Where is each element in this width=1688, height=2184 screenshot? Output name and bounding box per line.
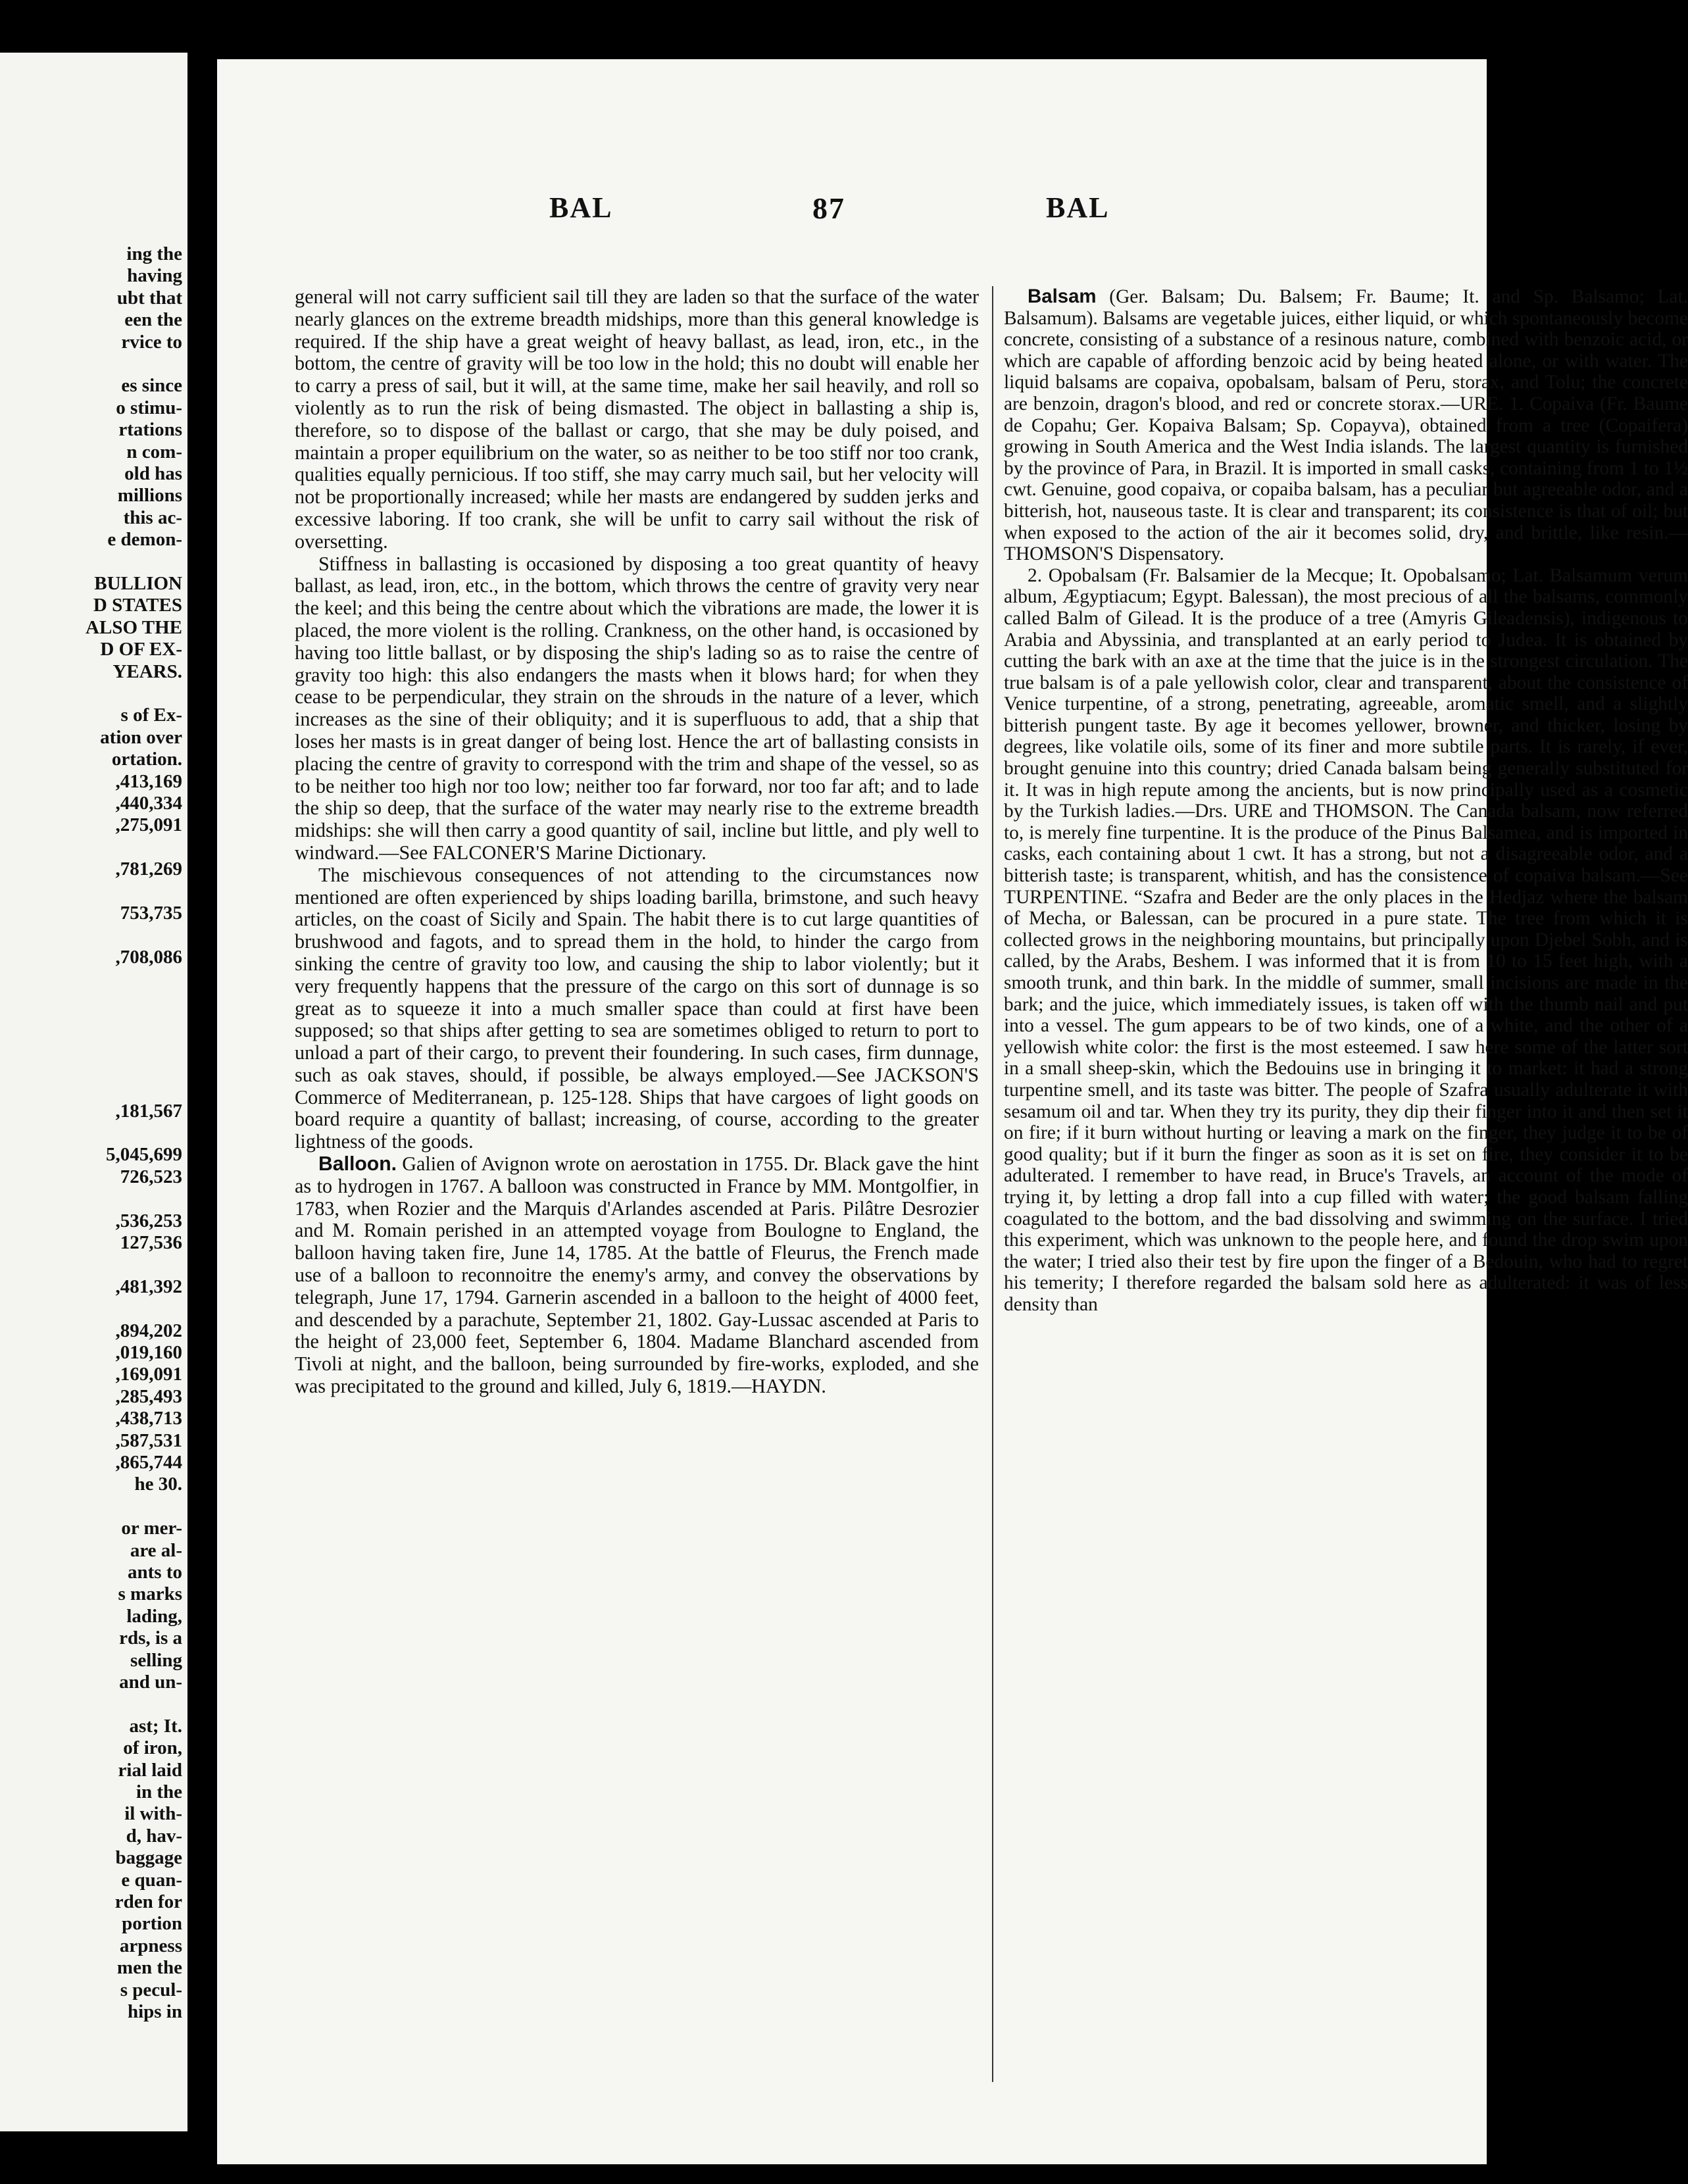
left-fragment-line: rden for [114, 1891, 182, 1912]
balloon-text: Galien of Avignon wrote on aerostation in 1755. Dr. Black gave the hint as to hydrogen in 1767. A balloon was constructed in France by MM. Montgolfier, in 1783, when Rozier and the Marquis d'Arlandes ascended at Paris. Pilâtre Desrozier and M. Romain perished in an attempted voyage from Boulogne to England, the balloon having taken fire, June 14, 1785. At the battle of Fleurus, the French made use of a balloon to reconnoitre the enemy's army, and convey the observations by telegraph, June 17, 1794. Garnerin ascended in a balloon to the height of 4000 feet, and descended by a parachute, September 21, 1802. Gay-Lussac ascended at Paris to the height of 23,000 feet, September 6, 1804. Madame Blanchard ascended from Tivoli at night, and the balloon, being surrounded by fire-works, exploded, and she was precipitated to the ground and killed, July 6, 1819.—HAYDN. [295, 1153, 979, 1398]
left-fragment-line: ,894,202 [115, 1320, 182, 1341]
left-fragment-line: men the [116, 1957, 182, 1979]
left-fragment-line: ,019,160 [115, 1342, 182, 1363]
left-fragment-line: ,275,091 [115, 814, 182, 836]
ballast-paragraph-2: Stiffness in ballasting is occasioned by disposing a too great quantity of heavy ballast, as lead, iron, etc., in the bottom, which throws the centre of gravity very near the keel; and this being the centre about which the vibrations are made, the lower it is placed, the more violent is the rolling. Crankness, on the other hand, is occasioned by having too little ballast, or by disposing the ship's lading so as to raise the centre of gravity too high: this also endangers the masts when it blows hard; for when they cease to be perpendicular, they strain on the shrouds in the nature of a lever, which increases as the sine of their obliquity; and it is superfluous to add, that a ship that loses her masts is in great danger of being lost. Hence the art of ballasting consists in placing the centre of gravity to correspond with the trim and shape of the vessel, so as to be neither too high nor too low; neither too far forward, nor too far aft; and to lade the ship so deep, that the surface of the water may nearly rise to the extreme breadth midships: she will then carry a good quantity of sail, incline but little, and ply well to windward.—See FALCONER'S Marine Dictionary. [295, 552, 979, 864]
left-fragment-line: n com- [126, 441, 182, 462]
left-fragment-line: 5,045,699 [106, 1144, 182, 1166]
dictionary-page [217, 59, 1688, 2164]
left-fragment-line: or mer- [121, 1518, 182, 1539]
running-head-left: BAL [549, 191, 613, 224]
left-fragment-line: selling [130, 1649, 182, 1671]
left-fragment-line: of iron, [123, 1737, 182, 1759]
balloon-entry [295, 1153, 979, 1398]
ballast-paragraph-1: general will not carry sufficient sail till they are laden so that the surface of the water nearly glances on the extreme breadth midships, more than this general knowledge is required. If the ship have a great weight of heavy ballast, as lead, iron, etc., in the bottom, the centre of gravity will be too low in the hold; this no doubt will enable her to carry a press of sail, but it will, at the same time, make her sail heavily, and roll so violently as to run the risk of being dismasted. The object in ballasting a ship is, therefore, so to dispose of the ballast or cargo, that she may be duly poised, and maintain a proper equilibrium on the water, so as neither to be too stiff nor too crank, qualities equally pernicious. If too stiff, she may carry much sail, but her velocity will not be proportionally increased; while her masts are endangered by sudden jerks and excessive laboring. If too crank, she will be unfit to carry sail without the risk of oversetting. [295, 285, 979, 553]
left-fragment-line: ing the [126, 243, 182, 264]
left-fragment-line: he 30. [134, 1474, 182, 1495]
left-fragment-line: arpness [119, 1935, 182, 1956]
left-fragment-line: rial laid [118, 1759, 182, 1781]
balloon-headword: Balloon. [318, 1153, 397, 1176]
left-fragment-line: lading, [126, 1605, 182, 1627]
left-fragment-line: rds, is a [119, 1627, 182, 1649]
left-fragment-line: old has [124, 463, 182, 484]
left-fragment-line: hips in [127, 2001, 182, 2022]
left-fragment-line: il with- [124, 1803, 182, 1825]
left-fragment-line: een the [124, 309, 182, 331]
left-fragment-line: s of Ex- [120, 705, 182, 726]
left-fragment-line: ,708,086 [115, 946, 182, 968]
left-fragment-line: BULLION [94, 573, 182, 594]
balsam-text: (Ger. Balsam; Du. Balsem; Fr. Baume; It. and Sp. Balsamo; Lat. Balsamum). Balsams are vegetable juices, either liquid, or which spontaneously become concrete, consisting of a substance of a resinous nature, combined with benzoic acid, or which are capable of affording benzoic acid by being heated alone, or with water. The liquid balsams are copaiva, opobalsam, balsam of Peru, storax, and Tolu; the concrete are benzoin, dragon's blood, and red or concrete storax.—URE. 1. Copaiva (Fr. Baume de Copahu; Ger. Kopaiva Balsam; Sp. Copayva), obtained from a tree (Copaifera) growing in South America and the West India islands. The largest quantity is furnished by the province of Para, in Brazil. It is imported in small casks, containing from 1 to 1½ cwt. Genuine, good copaiva, or copaiba balsam, has a peculiar but agreeable odor, and a bitterish, hot, nauseous taste. It is clear and transparent; its consistence is that of oil; but when exposed to the action of the air it becomes solid, dry, and brittle, like resin.—THOMSON'S Dispensatory. [1004, 286, 1688, 565]
left-fragment-line: D OF EX- [100, 639, 182, 660]
column-right [1004, 286, 1688, 1316]
left-fragment-line: and un- [119, 1672, 182, 1693]
left-fragment-line: ,587,531 [115, 1429, 182, 1451]
left-fragment-line: 726,523 [120, 1166, 182, 1187]
left-fragment-line: are al- [130, 1539, 182, 1561]
left-fragment-line: ation over [100, 726, 182, 748]
left-fragment-line: ortation. [111, 749, 182, 770]
left-fragment-line: 753,735 [120, 903, 182, 924]
left-fragment-line: D STATES [93, 595, 182, 616]
left-fragment-line: ,781,269 [115, 858, 182, 880]
column-left [295, 286, 979, 1398]
left-fragment-line: ,181,567 [115, 1100, 182, 1122]
left-fragment-line: s marks [118, 1583, 182, 1605]
balsam-entry [1004, 286, 1688, 565]
left-fragment-line: ,438,713 [115, 1408, 182, 1429]
left-fragment-line: ,413,169 [115, 770, 182, 792]
left-fragment-line: s pecul- [120, 1979, 182, 2000]
balsam-headword: Balsam [1028, 285, 1097, 307]
left-fragment-line: ALSO THE [86, 616, 182, 638]
left-fragment-line: e quan- [121, 1869, 182, 1891]
left-fragment-line: ast; It. [129, 1715, 182, 1737]
left-fragment-line: ants to [128, 1562, 182, 1583]
left-fragment-line: ,536,253 [115, 1210, 182, 1231]
left-fragment-line: es since [121, 375, 182, 397]
column-divider [992, 286, 993, 2082]
left-fragment-line: 127,536 [120, 1232, 182, 1253]
left-fragment-line: ,481,392 [115, 1276, 182, 1297]
left-fragment-line: millions [117, 485, 182, 507]
left-fragment-line: rvice to [121, 331, 182, 353]
opobalsam-paragraph: 2. Opobalsam (Fr. Balsamier de la Mecque; It. Opobalsamo; Lat. Balsamum verum album, Ægyptiacum; Egypt. Balessan), the most precious of all the balsams, commonly called Balm of Gilead. It is the produce of a tree (Amyris Gileadensis), indigenous to Arabia and Abyssinia, and transplanted at an early period to Judea. It is obtained by cutting the bark with an axe at the time that the juice is in the strongest circulation. The true balsam is of a pale yellowish color, clear and transparent, about the consistence of Venice turpentine, of a strong, penetrating, agreeable, aromatic smell, and a slightly bitterish pungent taste. By age it becomes yellower, browner, and thicker, losing by degrees, like volatile oils, some of its finer and more subtile parts. It is rarely, if ever, brought genuine into this country; dried Canada balsam being generally substituted for it. It was in high repute among the ancients, but is now principally used as a cosmetic by the Turkish ladies.—Drs. URE and THOMSON. The Canada balsam, now referred to, is merely fine turpentine. It is the produce of the Pinus Balsamea, and is imported in casks, each containing about 1 cwt. It has a strong, but not a disagreeable odor, and a bitterish taste; is transparent, whitish, and has the consistence of copaiva balsam.—See TURPENTINE. “Szafra and Beder are the only places in the Hedjaz where the balsam of Mecha, or Balessan, can be procured in a pure state. The tree from which it is collected grows in the neighboring mountains, but principally upon Djebel Sobh, and is called, by the Arabs, Beshem. I was informed that it is from 10 to 15 feet high, with a smooth trunk, and thin bark. In the middle of summer, small incisions are made in the bark; and the juice, which immediately issues, is taken off with the thumb nail and put into a vessel. The gum appears to be of two kinds, one of a white, and the other of a yellowish white color: the first is the most esteemed. I saw here some of the latter sort in a small sheep-skin, which the Bedouins use in bringing it to market: it had a strong turpentine smell, and its taste was bitter. The people of Szafra usually adulterate it with sesamum oil and tar. When they try its purity, they dip their finger into it and then set it on fire; if it burn without hurting or leaving a mark on the finger, they judge it to be of good quality; but if it burn the finger as soon as it is set on fire, they consider it to be adulterated. I remember to have read, in Bruce's Travels, an account of the mode of trying it, by letting a drop fall into a cup filled with water; the good balsam falling coagulated to the bottom, and the bad dissolving and swimming on the surface. I tried this experiment, which was unknown to the people here, and found the drop swim upon the water; I tried also their test by fire upon the finger of a Bedouin, who had to regret his temerity; I therefore regarded the balsam sold here as adulterated: it was of less density than [1004, 564, 1688, 1315]
left-fragment-line: ,440,334 [115, 793, 182, 814]
left-fragment-line: ,285,493 [115, 1385, 182, 1407]
page-number: 87 [812, 191, 845, 225]
left-fragment-line: in the [136, 1781, 182, 1802]
left-fragment-line: ,865,744 [115, 1452, 182, 1473]
running-head-right: BAL [1046, 191, 1110, 224]
left-fragment-line: ubt that [116, 287, 182, 309]
left-fragment-line: rtations [118, 419, 182, 441]
left-fragment-line: d, hav- [126, 1825, 182, 1847]
left-page-fragment [0, 53, 187, 2131]
left-fragment-line: e demon- [107, 529, 182, 551]
left-fragment-line: baggage [115, 1847, 182, 1869]
left-fragment-line: o stimu- [116, 397, 182, 418]
ballast-paragraph-3: The mischievous consequences of not attending to the circumstances now mentioned are often experienced by ships loading barilla, brimstone, and such heavy articles, on the coast of Sicily and Spain. The habit there is to cut large quantities of brushwood and fagots, and to spread them in the hold, to hinder the cargo from sinking the centre of gravity too low, and causing the ship to labor violently; but it very frequently happens that the pressure of the cargo on this sort of dunnage is so great as to squeeze it into a much smaller space than could at first have been supposed; so that ships after getting to sea are sometimes obliged to return to port to unload a part of their cargo, to prevent their foundering. In such cases, firm dunnage, such as oak staves, should, if possible, be always employed.—See JACKSON'S Commerce of Mediterranean, p. 125-128. Ships that have cargoes of light goods on board require a quantity of ballast; increasing, of course, according to the greater lightness of the goods. [295, 863, 979, 1153]
left-fragment-line: ,169,091 [115, 1364, 182, 1385]
left-fragment-line: portion [122, 1913, 182, 1935]
left-fragment-line: YEARS. [112, 660, 182, 682]
left-fragment-line: this ac- [123, 507, 182, 528]
left-fragment-line: having [127, 265, 182, 287]
